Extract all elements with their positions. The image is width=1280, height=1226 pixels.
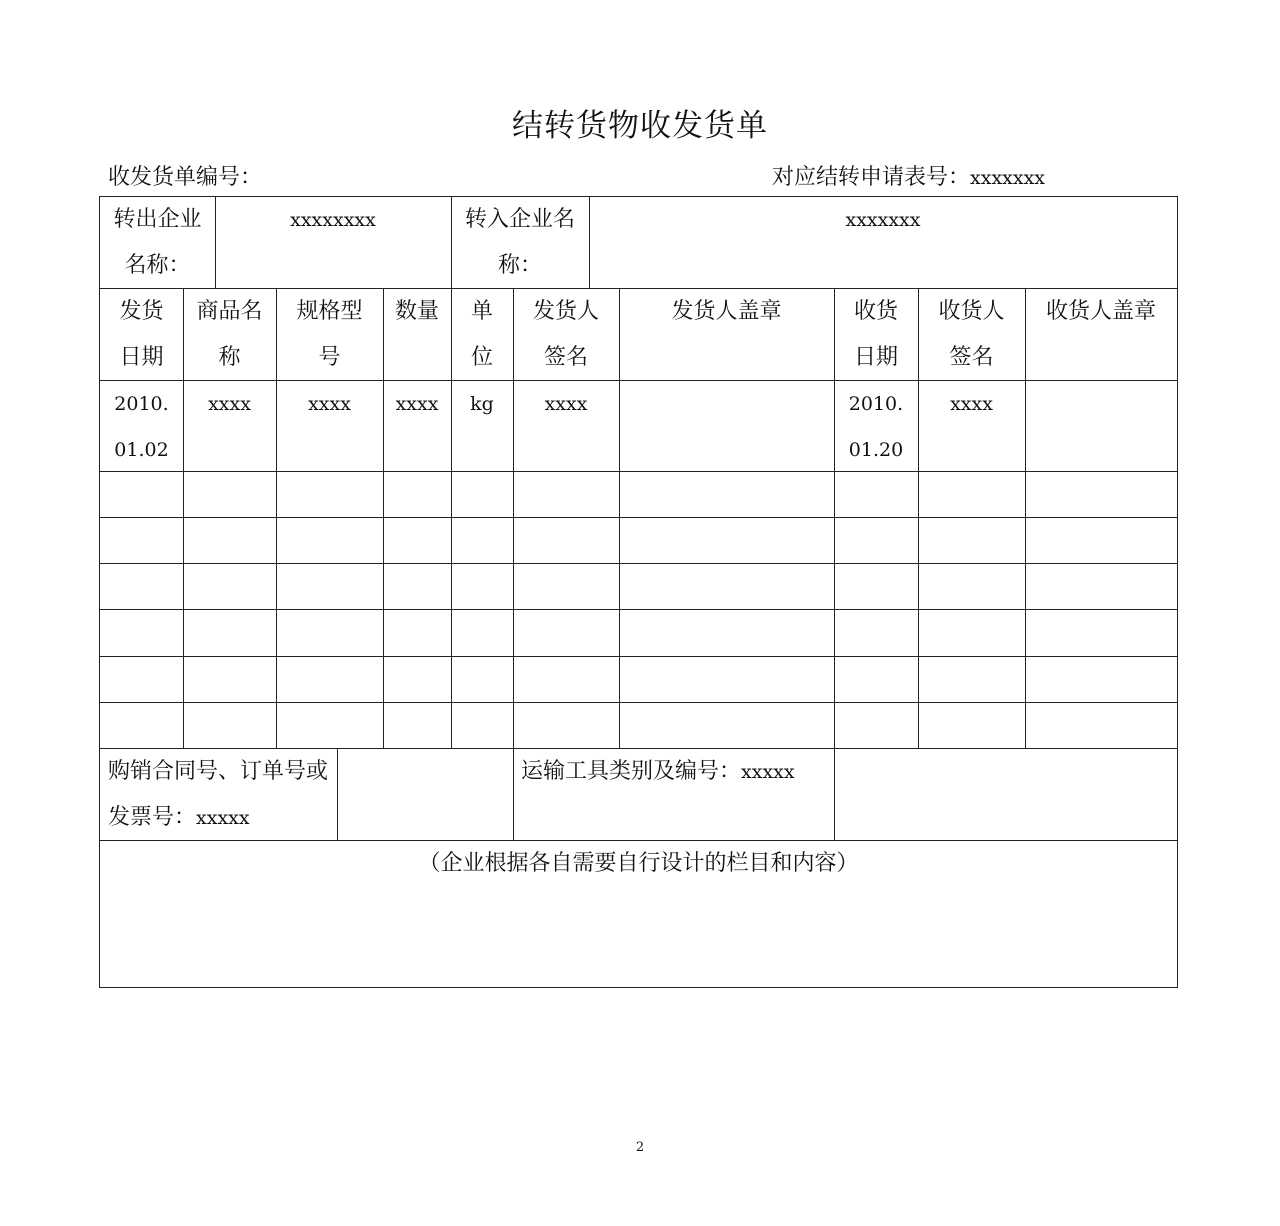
col-header-receiver-sign-cont: 签名 (949, 345, 994, 370)
out-company-label-cont: 名称： (124, 253, 191, 278)
custom-fields-note: （企业根据各自需要自行设计的栏目和内容） (418, 851, 859, 876)
col-header-shipper-sign: 发货人 (532, 299, 599, 324)
order-number-label: 收发货单编号： (108, 165, 263, 190)
col-header-spec-cont: 号 (318, 345, 341, 370)
transport-value: xxxxx (741, 761, 795, 783)
col-header-shipper-sign-cont: 签名 (543, 345, 588, 370)
col-header-shipper-seal: 发货人盖章 (671, 299, 782, 324)
cell-ship-date-cont: 01.02 (114, 439, 169, 461)
cell-unit: kg (470, 393, 494, 415)
in-company-label: 转入企业名 (464, 207, 575, 232)
col-header-unit: 单 (470, 299, 493, 324)
out-company-value: xxxxxxxx (290, 209, 376, 231)
in-company-label-cont: 称： (497, 253, 542, 278)
invoice-label: 发票号： (108, 805, 197, 830)
apply-number (772, 160, 1045, 191)
cell-shipper-sign: xxxx (544, 393, 588, 415)
col-header-spec: 规格型 (296, 299, 363, 324)
col-header-receiver-seal: 收货人盖章 (1045, 299, 1156, 324)
col-header-product: 商品名 (196, 299, 263, 324)
page-number: 2 (635, 1140, 645, 1155)
cell-recv-date: 2010. (848, 393, 904, 415)
invoice-value: xxxxx (196, 807, 250, 829)
cell-recv-date-cont: 01.20 (848, 439, 904, 461)
col-header-recv-date-cont: 日期 (853, 345, 898, 370)
out-company-label: 转出企业 (113, 207, 202, 232)
col-header-receiver-sign: 收货人 (938, 299, 1005, 324)
cell-spec: xxxx (308, 393, 351, 415)
cell-ship-date: 2010. (114, 393, 169, 415)
col-header-ship-date: 发货 (119, 299, 164, 324)
col-header-recv-date: 收货 (853, 299, 898, 324)
col-header-qty: 数量 (394, 299, 439, 324)
goods-form-table (99, 196, 1178, 988)
cell-receiver-sign: xxxx (950, 393, 993, 415)
contract-label: 购销合同号、订单号或 (108, 759, 329, 784)
col-header-product-cont: 称 (218, 345, 241, 370)
cell-qty: xxxx (395, 393, 439, 415)
invoice-field (108, 795, 250, 841)
transport-field (521, 749, 795, 795)
apply-number-value: xxxxxxx (970, 167, 1046, 189)
col-header-ship-date-cont: 日期 (119, 345, 164, 370)
apply-number-label: 对应结转申请表号： (772, 165, 971, 190)
col-header-unit-cont: 位 (470, 345, 493, 370)
page-title: 结转货物收发货单 (512, 108, 768, 144)
transport-label: 运输工具类别及编号： (521, 759, 742, 784)
in-company-value: xxxxxxx (845, 209, 921, 231)
cell-product: xxxx (208, 393, 251, 415)
